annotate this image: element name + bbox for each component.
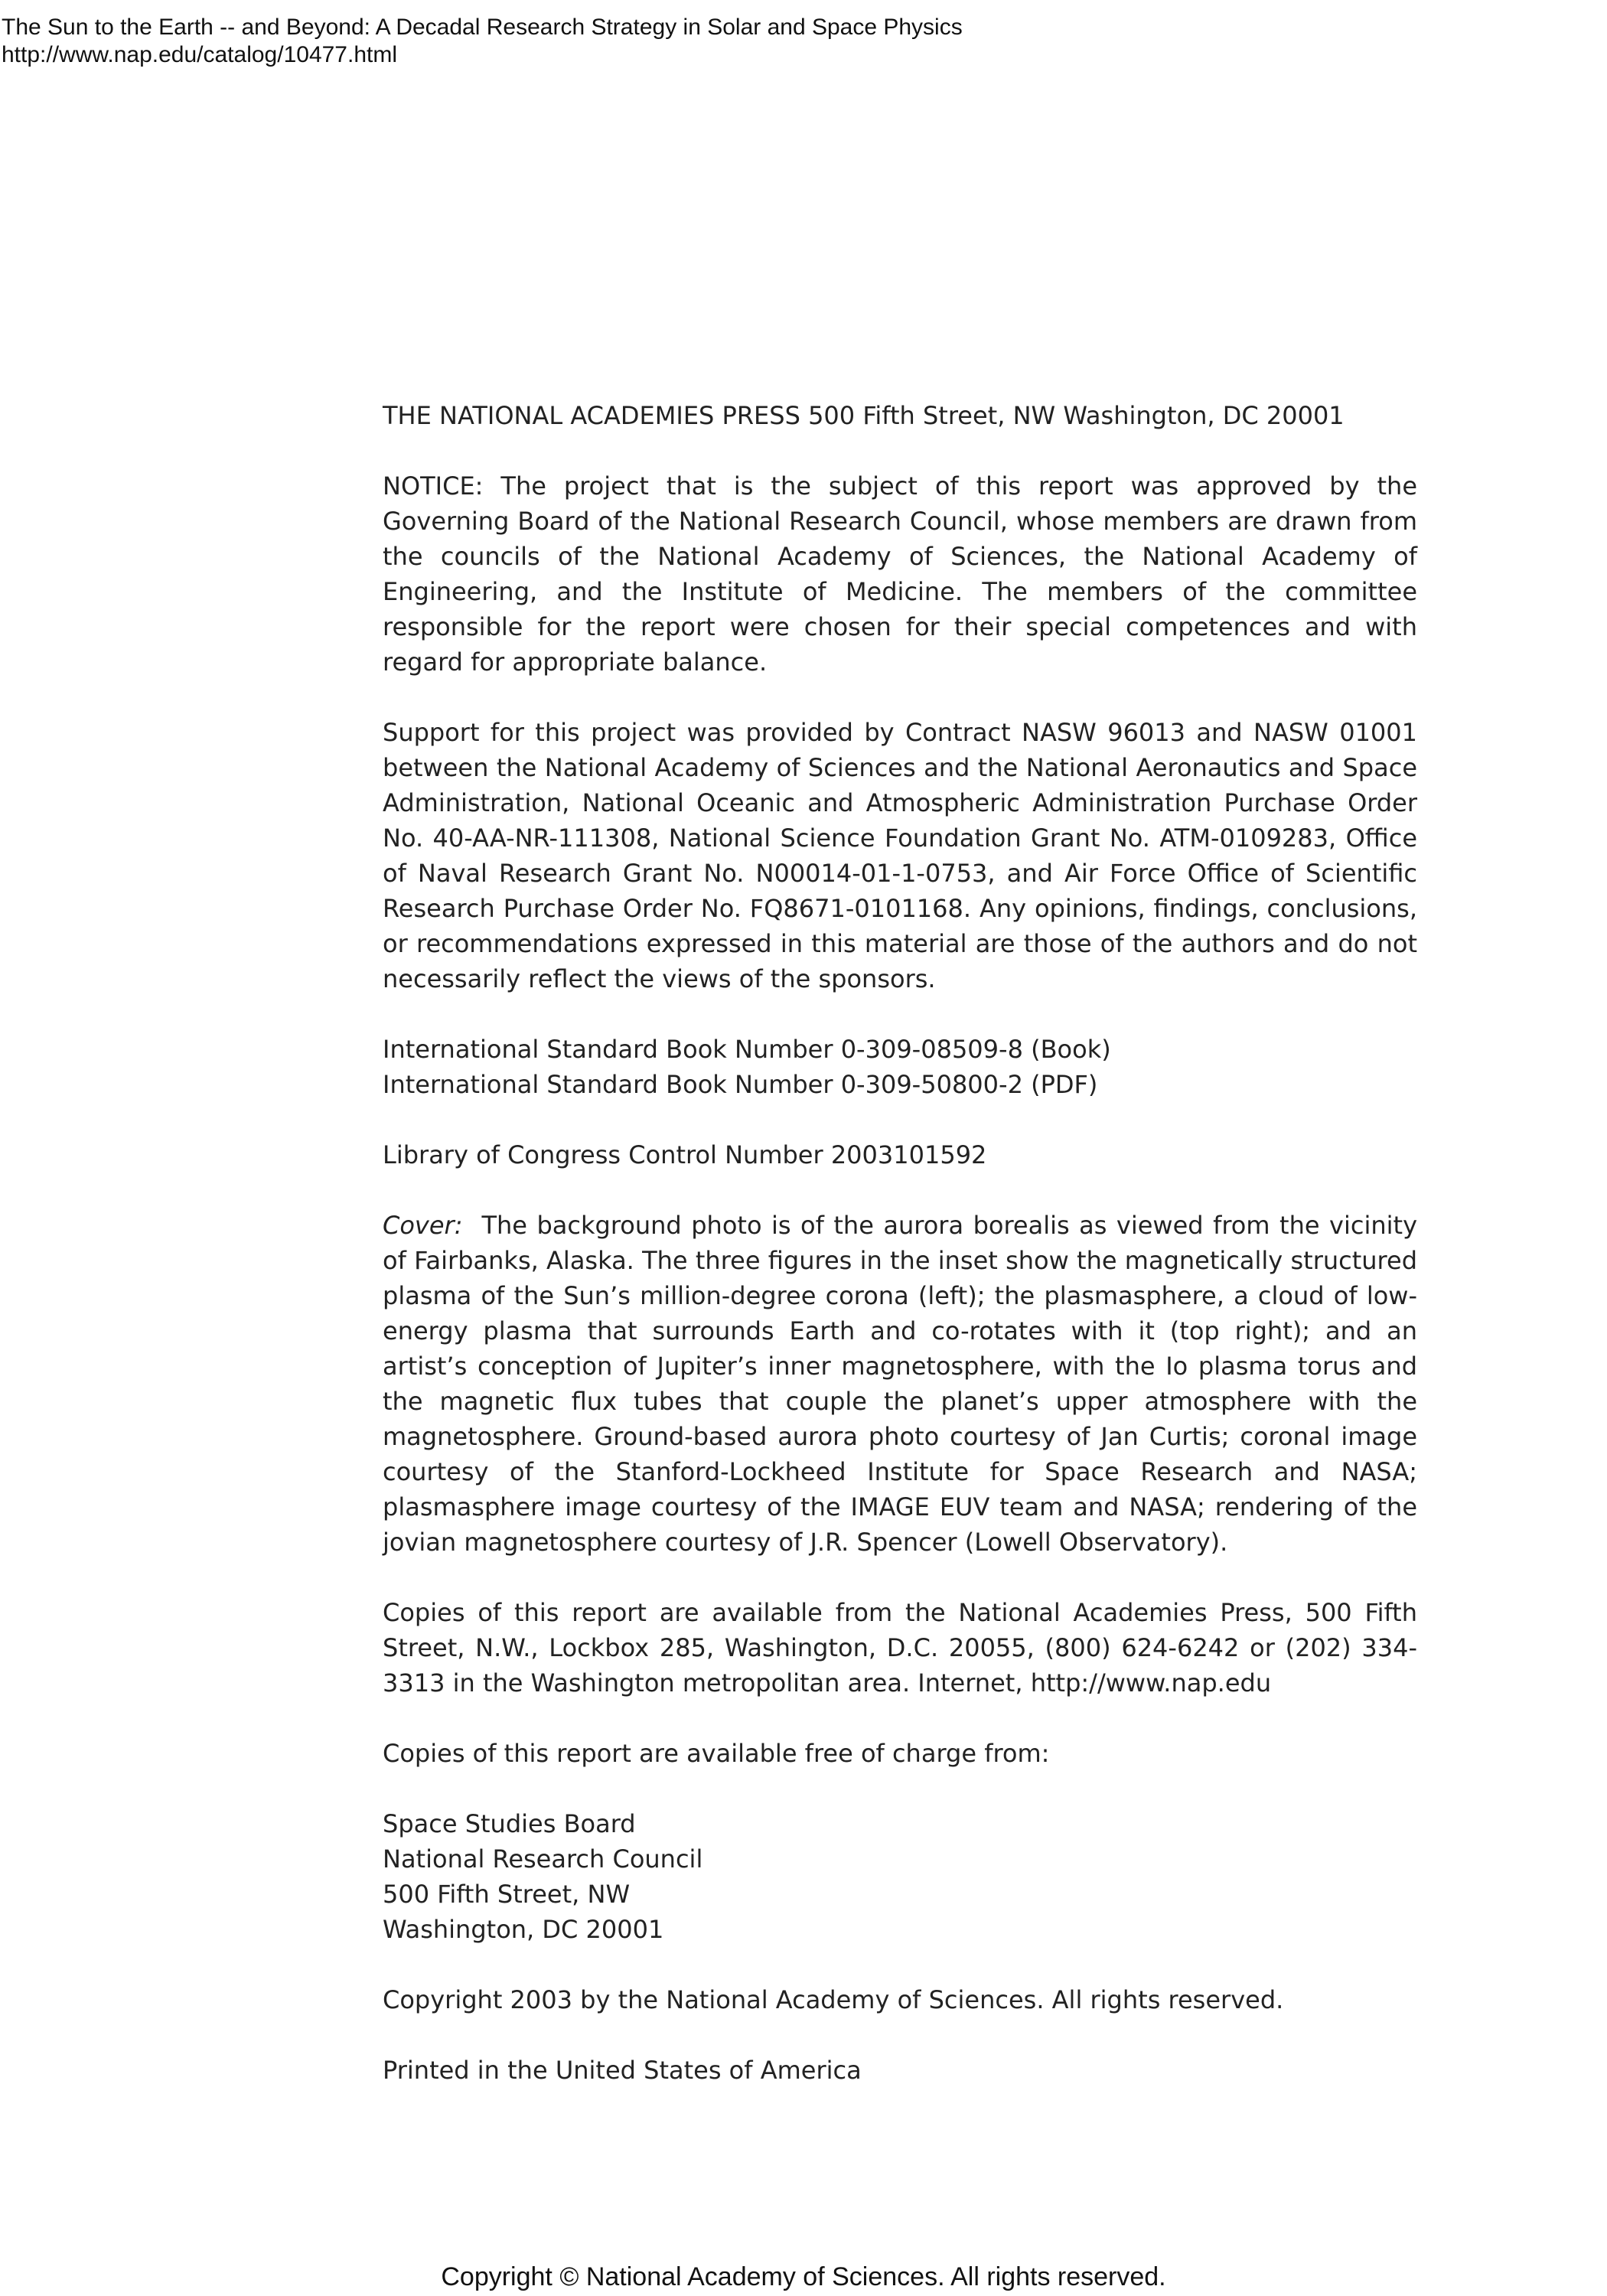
page-header bbox=[2, 14, 963, 69]
cover-label: Cover: bbox=[383, 1211, 463, 1240]
isbn-block bbox=[383, 1032, 1417, 1102]
notice-paragraph: NOTICE: The project that is the subject of this report was approved by the Governing Board of the National Research Council, whose members are drawn from the councils of the National Academy of Sciences, the National Academy of Engineering, and the Institute of Medicine. The members of the committee responsible for the report were chosen for their special competences and with regard for appropriate balance. bbox=[383, 471, 1417, 677]
copies-paragraph: Copies of this report are available from the National Academies Press, 500 Fifth Street, N.W., Lockbox 285, Washington, D.C. 20055, (800) 624-6242 or (202) 334-3313 in the Washington metropolitan area. Internet, http://www.nap.edu bbox=[383, 1598, 1417, 1698]
printed-statement: Printed in the United States of America bbox=[383, 2056, 862, 2085]
address-line: National Research Council bbox=[383, 1844, 703, 1874]
catalog-url[interactable]: http://www.nap.edu/catalog/10477.html bbox=[2, 42, 398, 67]
isbn-book: International Standard Book Number 0-309-08509-8 (Book) bbox=[383, 1035, 1111, 1064]
address-line: Washington, DC 20001 bbox=[383, 1915, 664, 1944]
address-block bbox=[383, 1806, 1417, 1947]
lccn: Library of Congress Control Number 2003101592 bbox=[383, 1140, 987, 1169]
book-title: The Sun to the Earth -- and Beyond: A Decadal Research Strategy in Solar and Space Physics bbox=[2, 15, 963, 40]
copyright-statement: Copyright 2003 by the National Academy of Sciences. All rights reserved. bbox=[383, 1985, 1284, 2014]
support-paragraph: Support for this project was provided by Contract NASW 96013 and NASW 01001 between the National Academy of Sciences and the National Aeronautics and Space Administration, National Oceanic and Atmospheric Administration Purchase Order No. 40-AA-NR-111308, National Science Foundation Grant No. ATM-0109283, Office of Naval Research Grant No. N00014-01-1-0753, and Air Force Office of Scientific Research Purchase Order No. FQ8671-0101168. Any opinions, findings, conclusions, or recommendations expressed in this material are those of the authors and do not necessarily reflect the views of the sponsors. bbox=[383, 718, 1417, 993]
copyright-page-body bbox=[383, 398, 1417, 2123]
page-footer: Copyright © National Academy of Sciences. All rights reserved. bbox=[441, 2262, 1166, 2291]
publisher-line: THE NATIONAL ACADEMIES PRESS 500 Fifth Street, NW Washington, DC 20001 bbox=[383, 401, 1345, 430]
cover-text: The background photo is of the aurora borealis as viewed from the vicinity of Fairbanks, Alaska. The three figures in the inset show the magnetically structured plasma of the Sun’s million-degree corona (left); the plasmasphere, a cloud of low-energy plasma that surrounds Earth and co-rotates with it (top right); and an artist’s conception of Jupiter’s inner magnetosphere, with the Io plasma torus and the magnetic flux tubes that couple the planet’s upper atmosphere with the magnetosphere. Ground-based aurora photo courtesy of Jan Curtis; coronal image courtesy of the Stanford-Lockheed Institute for Space Research and NASA; plasmasphere image courtesy of the IMAGE EUV team and NASA; rendering of the jovian magnetosphere courtesy of J.R. Spencer (Lowell Observatory). bbox=[383, 1211, 1418, 1557]
copies-free: Copies of this report are available free of charge from: bbox=[383, 1739, 1050, 1768]
isbn-pdf: International Standard Book Number 0-309-50800-2 (PDF) bbox=[383, 1070, 1098, 1099]
address-line: Space Studies Board bbox=[383, 1809, 636, 1838]
cover-paragraph bbox=[383, 1208, 1417, 1560]
address-line: 500 Fifth Street, NW bbox=[383, 1880, 631, 1909]
